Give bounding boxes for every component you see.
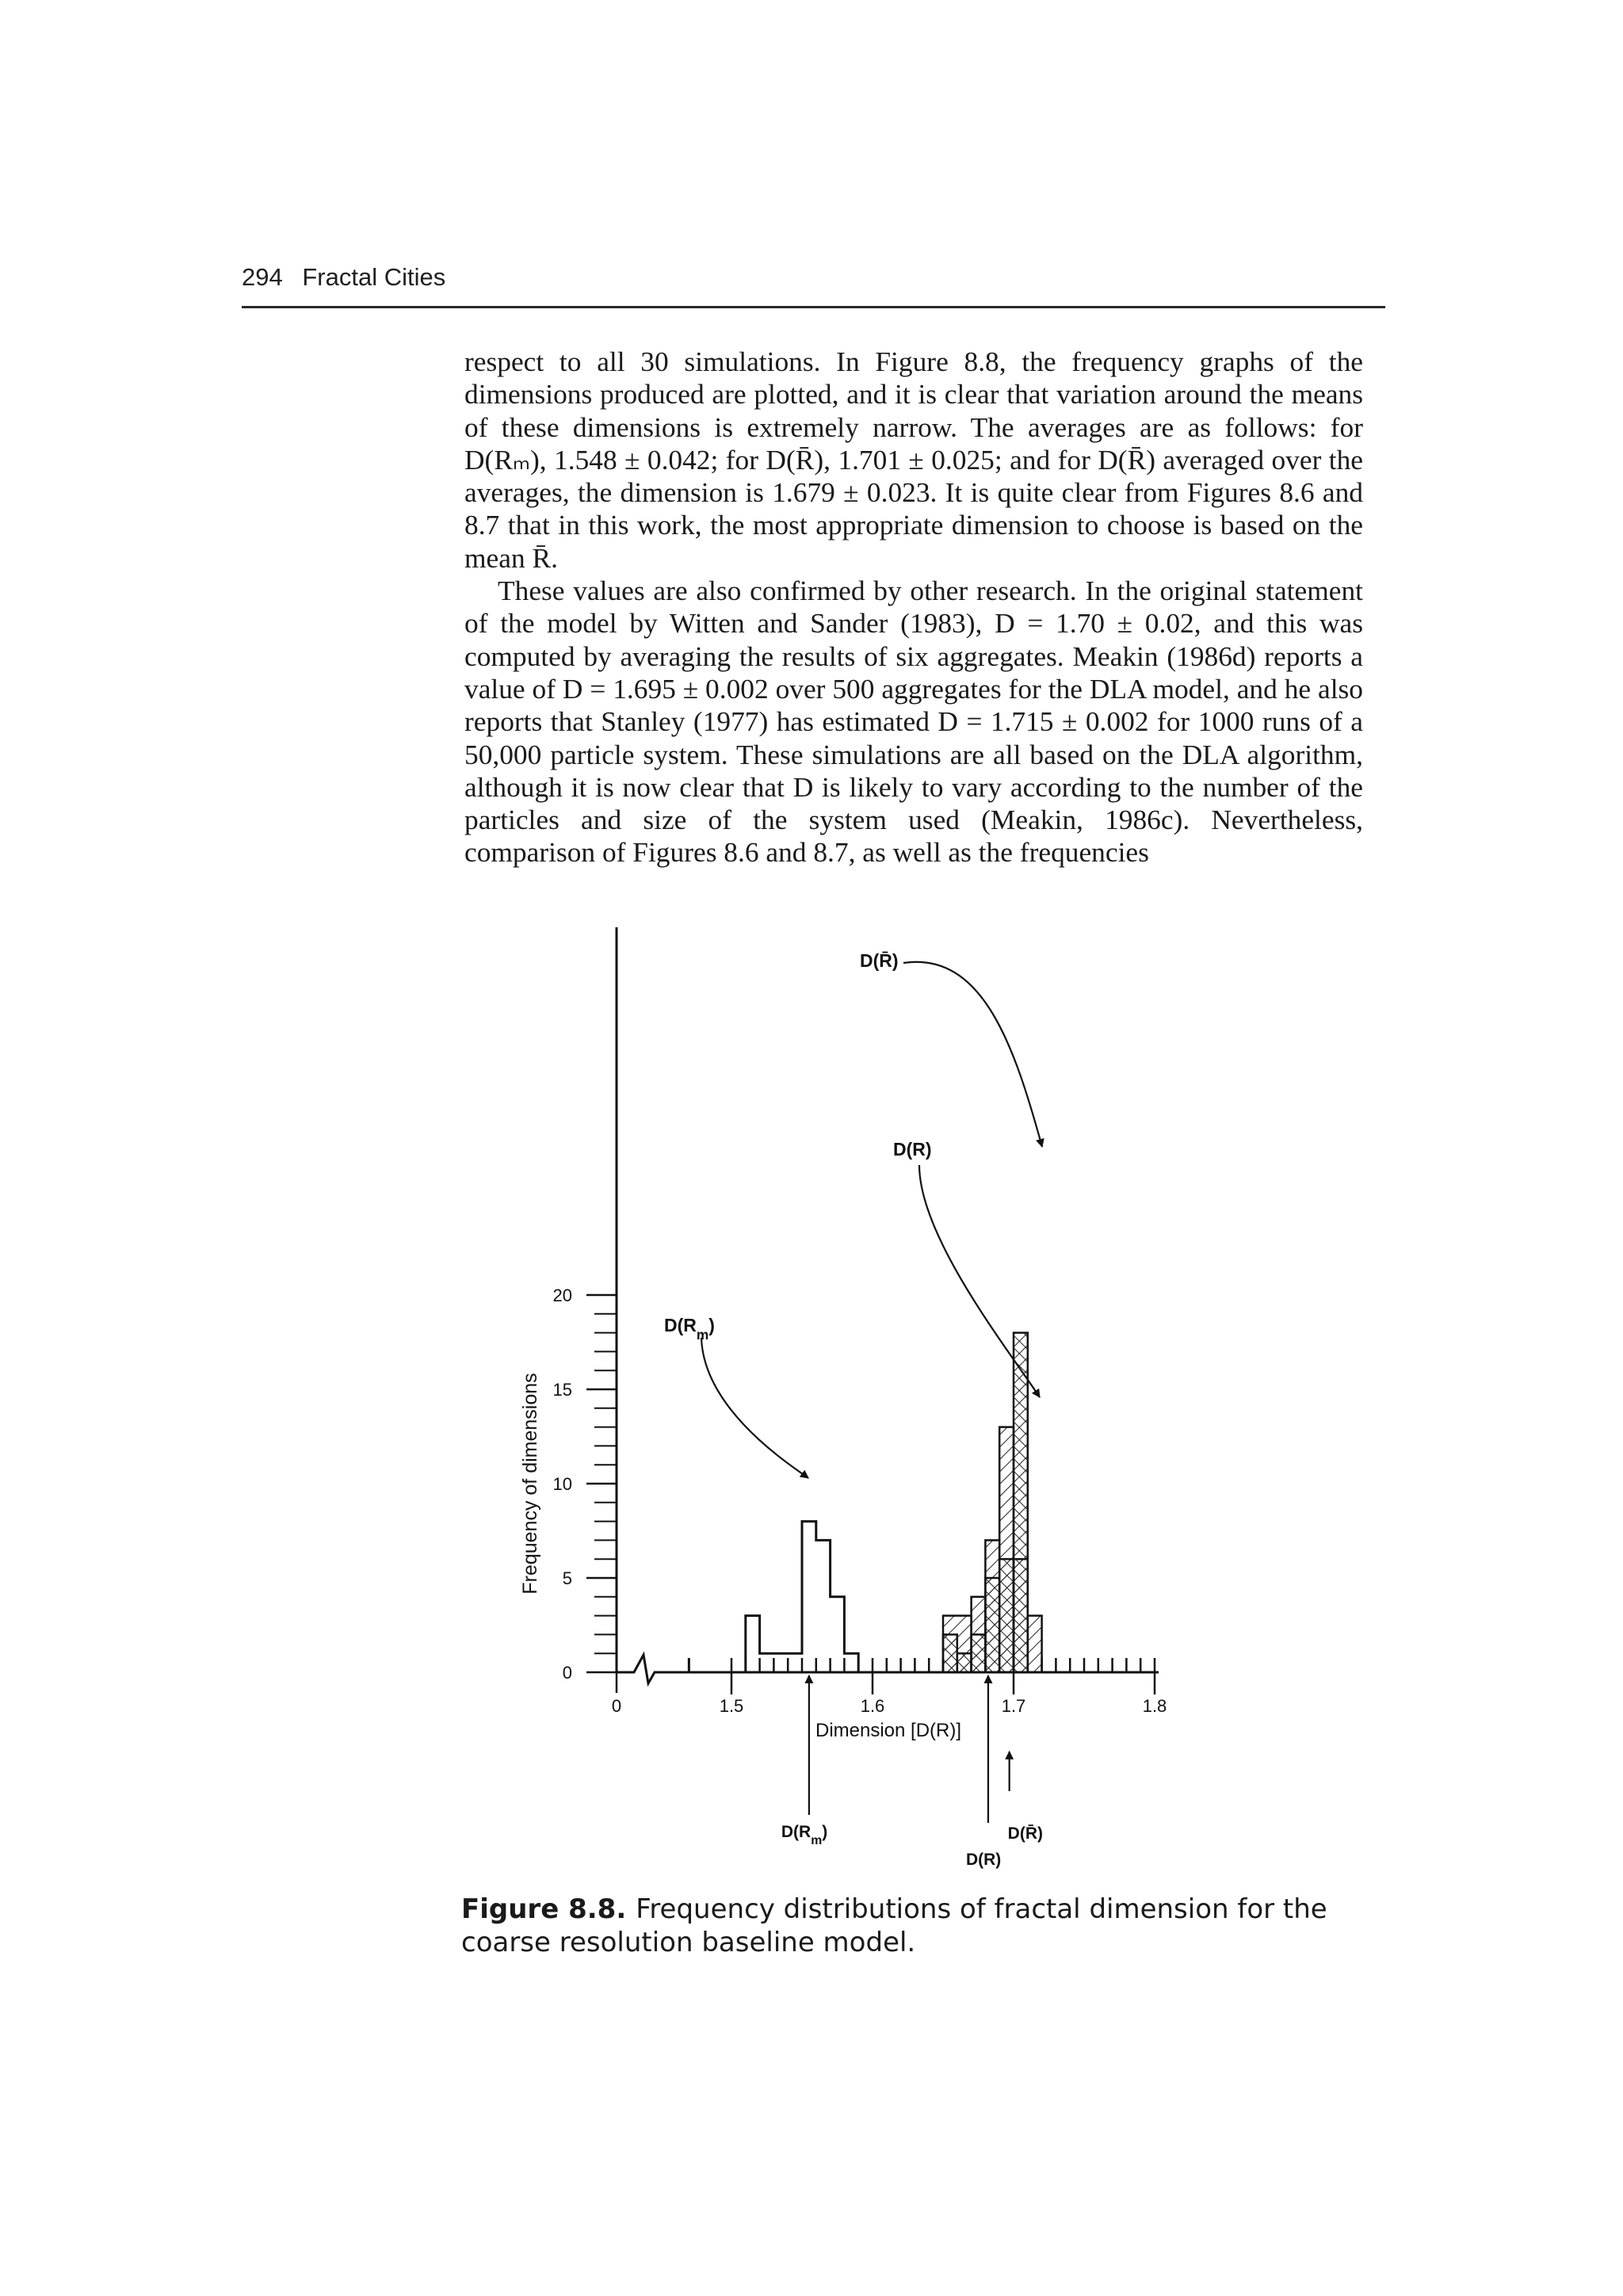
y-axis-label: Frequency of dimensions [519,1373,541,1595]
bar-d-rbar-cross-4 [999,1559,1014,1672]
book-title: Fractal Cities [302,263,446,291]
bar-d-rbar-cross-1 [957,1653,972,1672]
arrow-d-rm [701,1338,808,1478]
histogram-chart [507,904,1347,1894]
y-tick-label: 20 [552,1286,572,1305]
running-head [242,263,445,292]
caption-label: Figure 8.8. [461,1893,627,1925]
annotation-label-d-rbar: D(R̄) [860,950,899,971]
header-rule [242,306,1385,308]
x-tick-label: 0 [611,1696,622,1716]
bar-d-r-5 [1028,1616,1042,1672]
outline-histogram-d-rm [746,1522,858,1672]
y-tick-label: 10 [552,1474,572,1494]
marker-label-d-rm: $D(R_m)$ [781,1823,828,1847]
figure-8-8 [507,904,1347,1894]
paragraph-2: These values are also confirmed by other research. In the original statement of the model by Witten and Sander (1983), D = 1.70 ± 0.02, and this was computed by averaging the results of six aggregates. Meakin (1986d) reports a value of D = 1.695 ± 0.002 over 500 aggregates for the DLA model, and he also reports that Stanley (1977) has estimated D = 1.715 ± 0.002 for 1000 runs of a 50,000 particle system. These simulations are all based on the DLA algorithm, although it is now clear that D is likely to vary according to the number of the particles and size of the system used (Meakin, 1986c). Nevertheless, comparison of Figures 8.6 and 8.7, as well as the frequencies [464,575,1363,869]
y-tick-label: 0 [562,1663,572,1683]
x-tick-label: 1.5 [719,1696,744,1716]
x-axis-label: Dimension [D(R)] [815,1720,962,1741]
bar-d-rbar-cross-3 [985,1578,999,1672]
y-tick-label: 5 [562,1568,572,1588]
bar-d-rbar-cross-0 [943,1634,957,1672]
arrow-d-rbar [903,962,1042,1147]
bar-d-rbar-cross-2 [972,1634,986,1672]
y-tick-label: 15 [552,1380,572,1400]
x-tick-label: 1.7 [1001,1696,1026,1716]
marker-label-d-rbar: D(R̄) [1007,1824,1043,1843]
page-number: 294 [242,263,283,291]
annotation-label-d-rm: $D(R_m)$ [664,1315,715,1343]
marker-label-d-r: D(R) [965,1851,1002,1869]
caption-text: Frequency distributions of fractal dimension for the coarse resolution baseline model. [461,1893,1327,1958]
body-text [464,346,1363,869]
paragraph-1: respect to all 30 simulations. In Figure 8.8, the frequency graphs of the dimensions produced are plotted, and it is clear that variation around the means of these dimensions is extremely narrow. The averages are as follows: for D(Rₘ), 1.548 ± 0.042; for D(R̄), 1.701 ± 0.025; and for D(R̄) averaged over the averages, the dimension is 1.679 ± 0.023. It is quite clear from Figures 8.6 and 8.7 that in this work, the most appropriate dimension to choose is based on the mean R̄. [464,346,1363,574]
figure-caption [461,1893,1373,1959]
annotation-label-d-r: D(R) [893,1139,932,1159]
bar-d-rbar-cross-5 [1014,1333,1028,1672]
x-tick-label: 1.8 [1142,1696,1167,1716]
x-tick-label: 1.6 [860,1696,885,1716]
